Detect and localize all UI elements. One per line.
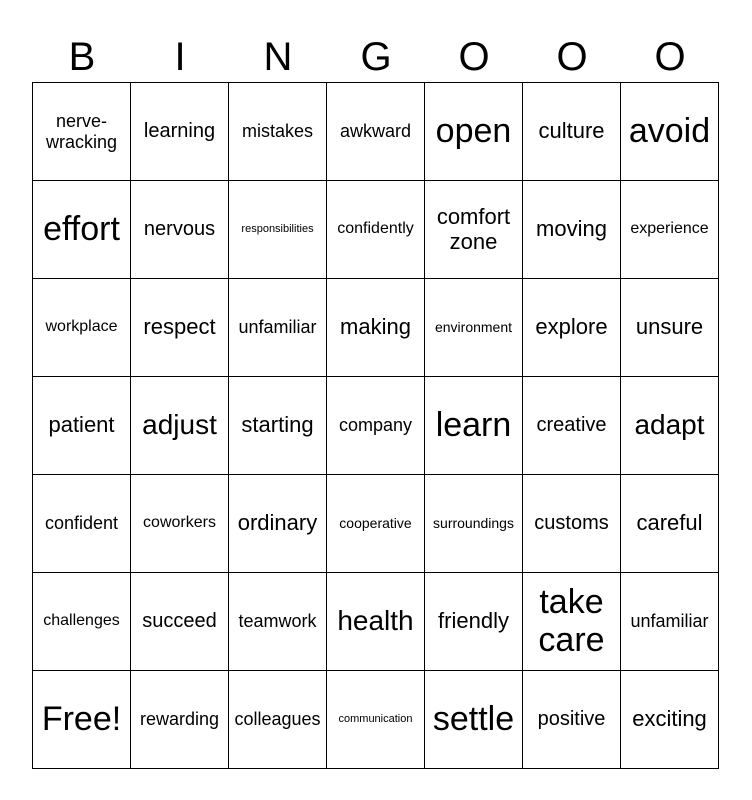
bingo-cell-r1-c7[interactable]: avoid [621,83,719,181]
bingo-cell-r3-c7[interactable]: unsure [621,279,719,377]
bingo-cell-r3-c3[interactable]: unfamiliar [229,279,327,377]
bingo-cell-r5-c3[interactable]: ordinary [229,475,327,573]
bingo-cell-r2-c4[interactable]: confidently [327,181,425,279]
bingo-cell-r6-c1[interactable]: challenges [33,573,131,671]
bingo-cell-r5-c6[interactable]: customs [523,475,621,573]
bingo-cell-r7-c1[interactable]: Free! [33,671,131,769]
header-letter-2: I [174,35,186,79]
bingo-cell-r4-c4[interactable]: company [327,377,425,475]
bingo-cell-r4-c7[interactable]: adapt [621,377,719,475]
bingo-cell-r2-c5[interactable]: comfort zone [425,181,523,279]
bingo-cell-r5-c5[interactable]: surroundings [425,475,523,573]
bingo-cell-r6-c4[interactable]: health [327,573,425,671]
bingo-grid [32,82,719,769]
bingo-cell-r1-c4[interactable]: awkward [327,83,425,181]
bingo-cell-r7-c2[interactable]: rewarding [131,671,229,769]
bingo-cell-r3-c5[interactable]: environment [425,279,523,377]
header-letter-1: B [68,35,96,79]
bingo-cell-r3-c6[interactable]: explore [523,279,621,377]
bingo-cell-r5-c2[interactable]: coworkers [131,475,229,573]
header-letter-4: G [360,35,392,79]
bingo-cell-r5-c4[interactable]: cooperative [327,475,425,573]
header-letter-6: O [556,35,588,79]
bingo-cell-r5-c1[interactable]: confident [33,475,131,573]
bingo-header [33,32,720,82]
bingo-cell-r7-c7[interactable]: exciting [621,671,719,769]
bingo-cell-r3-c1[interactable]: workplace [33,279,131,377]
bingo-cell-r3-c2[interactable]: respect [131,279,229,377]
bingo-cell-r2-c6[interactable]: moving [523,181,621,279]
bingo-cell-r7-c5[interactable]: settle [425,671,523,769]
bingo-cell-r6-c5[interactable]: friendly [425,573,523,671]
bingo-cell-r7-c3[interactable]: colleagues [229,671,327,769]
bingo-cell-r1-c6[interactable]: culture [523,83,621,181]
header-letter-5: O [458,35,490,79]
bingo-cell-r4-c3[interactable]: starting [229,377,327,475]
bingo-cell-r1-c1[interactable]: nerve-wracking [33,83,131,181]
bingo-cell-r2-c3[interactable]: responsibilities [229,181,327,279]
header-letter-7: O [654,35,686,79]
bingo-cell-r5-c7[interactable]: careful [621,475,719,573]
bingo-cell-r4-c5[interactable]: learn [425,377,523,475]
bingo-cell-r6-c3[interactable]: teamwork [229,573,327,671]
bingo-cell-r7-c6[interactable]: positive [523,671,621,769]
bingo-cell-r4-c2[interactable]: adjust [131,377,229,475]
bingo-board [32,32,720,769]
bingo-cell-r4-c1[interactable]: patient [33,377,131,475]
bingo-cell-r1-c3[interactable]: mistakes [229,83,327,181]
bingo-cell-r2-c1[interactable]: effort [33,181,131,279]
bingo-cell-r6-c2[interactable]: succeed [131,573,229,671]
bingo-cell-r1-c5[interactable]: open [425,83,523,181]
bingo-cell-r4-c6[interactable]: creative [523,377,621,475]
header-letter-3: N [263,35,293,79]
bingo-cell-r2-c7[interactable]: experience [621,181,719,279]
bingo-cell-r3-c4[interactable]: making [327,279,425,377]
bingo-cell-r6-c6[interactable]: take care [523,573,621,671]
bingo-cell-r6-c7[interactable]: unfamiliar [621,573,719,671]
bingo-cell-r2-c2[interactable]: nervous [131,181,229,279]
bingo-cell-r1-c2[interactable]: learning [131,83,229,181]
bingo-cell-r7-c4[interactable]: communication [327,671,425,769]
